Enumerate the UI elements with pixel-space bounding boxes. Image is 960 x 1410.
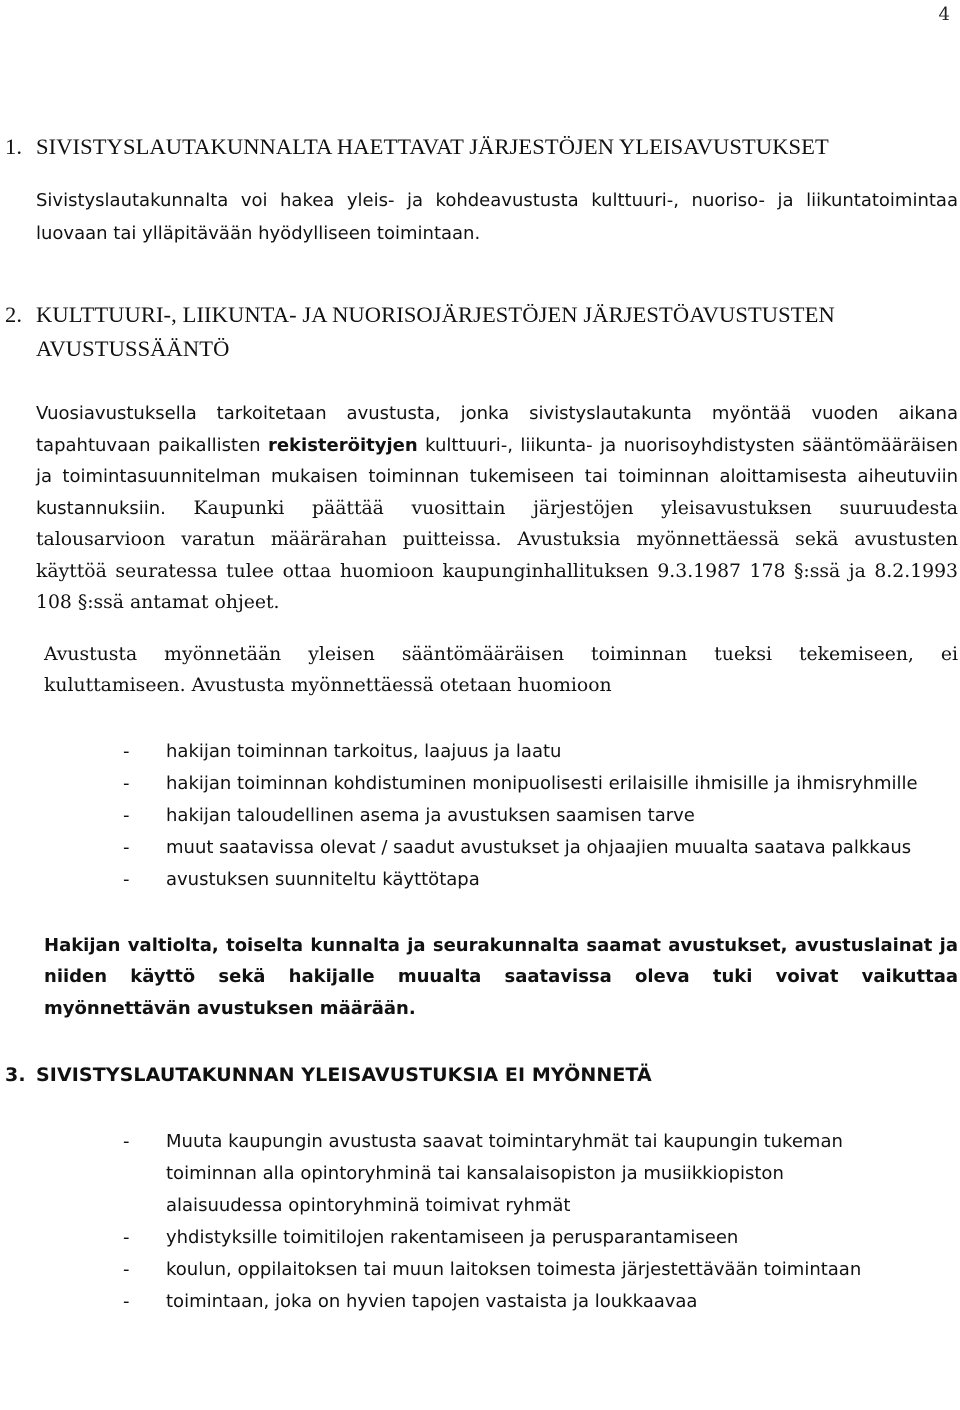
list-item: - muut saatavissa olevat / saadut avustukset ja ohjaajien muualta saatava palkkaus [123, 836, 912, 858]
section-1-body: Sivistyslautakunnalta voi hakea yleis- ja kohdeavustusta kulttuuri-, nuoriso- ja liikuntatoimintaa luovaan tai ylläpitävään hyödylliseen toimintaan. [36, 190, 958, 244]
paragraph-1-text-b: kulttuuri-, liikunta- ja nuorisoyhdistysten sääntömääräisen ja toimintasuunnitelman mukaisen toiminnan tukemiseen tai toiminnan aloittamisesta aiheutuviin kustannuksiin. [36, 434, 958, 519]
section-2-paragraph-1 [36, 398, 958, 619]
list-item: - koulun, oppilaitoksen tai muun laitoksen toimesta järjestettävään toimintaan [123, 1259, 862, 1280]
list-item: - hakijan toiminnan tarkoitus, laajuus ja laatu [123, 740, 562, 762]
section-2-title-line-2: AVUSTUSSÄÄNTÖ [36, 336, 230, 361]
criteria-list [36, 736, 958, 896]
section-2-bold-paragraph: Hakijan valtiolta, toiselta kunnalta ja seurakunnalta saamat avustukset, avustuslainat ja niiden käyttö sekä hakijalle muualta saatavissa oleva tuki voivat vaikuttaa myönnettävän avustuksen määrään. [44, 934, 958, 1019]
paragraph-1-bold-term: rekisteröityjen [267, 434, 418, 456]
document-body [5, 130, 958, 1318]
section-3-number: 3. [5, 1064, 26, 1086]
section-3-title: SIVISTYSLAUTAKUNNAN YLEISAVUSTUKSIA EI MYÖNNETÄ [36, 1064, 652, 1086]
list-item: - avustuksen suunniteltu käyttötapa [123, 868, 480, 890]
list-item: - Muuta kaupungin avustusta saavat toimintaryhmät tai kaupungin tukeman toiminnan alla opintoryhminä tai kansalaisopiston ja musiikkiopiston alaisuudessa opintoryhminä toimivat ryhmät [123, 1131, 843, 1216]
paragraph-2-text-b: Avustusta myönnettäessä otetaan huomioon [185, 675, 612, 696]
paragraph-2-text-a: Avustusta myönnetään yleisen sääntömääräisen toiminnan tueksi tekemiseen, ei kuluttamiseen. [44, 643, 958, 696]
paragraph-1-text-a: Vuosiavustuksella tarkoitetaan avustusta, jonka sivistyslautakunta myöntää vuoden aikana tapahtuvaan paikallisten [36, 403, 958, 456]
list-item: - toimintaan, joka on hyvien tapojen vastaista ja loukkaavaa [123, 1291, 698, 1312]
section-2-number: 2. [5, 302, 23, 327]
list-item: - hakijan taloudellinen asema ja avustuksen saamisen tarve [123, 804, 695, 826]
paragraph-1-text-c: Kaupunki päättää vuosittain järjestöjen yleisavustuksen suuruudesta talousarvioon varatun määrärahan puitteissa. Avustuksia myönnettäessä sekä avustusten käyttöä seuratessa tulee ottaa huomioon kaupunginhallituksen 9.3.1987 178 §:ssä ja 8.2.1993 108 §:ssä antamat ohjeet. [36, 497, 958, 613]
section-1-number: 1. [5, 134, 23, 159]
list-item: - yhdistyksille toimitilojen rakentamiseen ja perusparantamiseen [123, 1227, 739, 1248]
page-number: 4 [938, 4, 950, 25]
section-3-heading [5, 1058, 958, 1092]
section-1-heading [5, 130, 958, 164]
section-2-title-line-1: KULTTUURI-, LIIKUNTA- JA NUORISOJÄRJESTÖJEN JÄRJESTÖAVUSTUSTEN [36, 302, 835, 327]
section-2-paragraph-2 [36, 639, 958, 702]
section-2-heading [5, 298, 958, 366]
section-1-title: SIVISTYSLAUTAKUNNALTA HAETTAVAT JÄRJESTÖJEN YLEISAVUSTUKSET [36, 134, 829, 159]
exclusions-list [36, 1126, 958, 1318]
list-item: - hakijan toiminnan kohdistuminen monipuolisesti erilaisille ihmisille ja ihmisryhmille [123, 772, 918, 794]
